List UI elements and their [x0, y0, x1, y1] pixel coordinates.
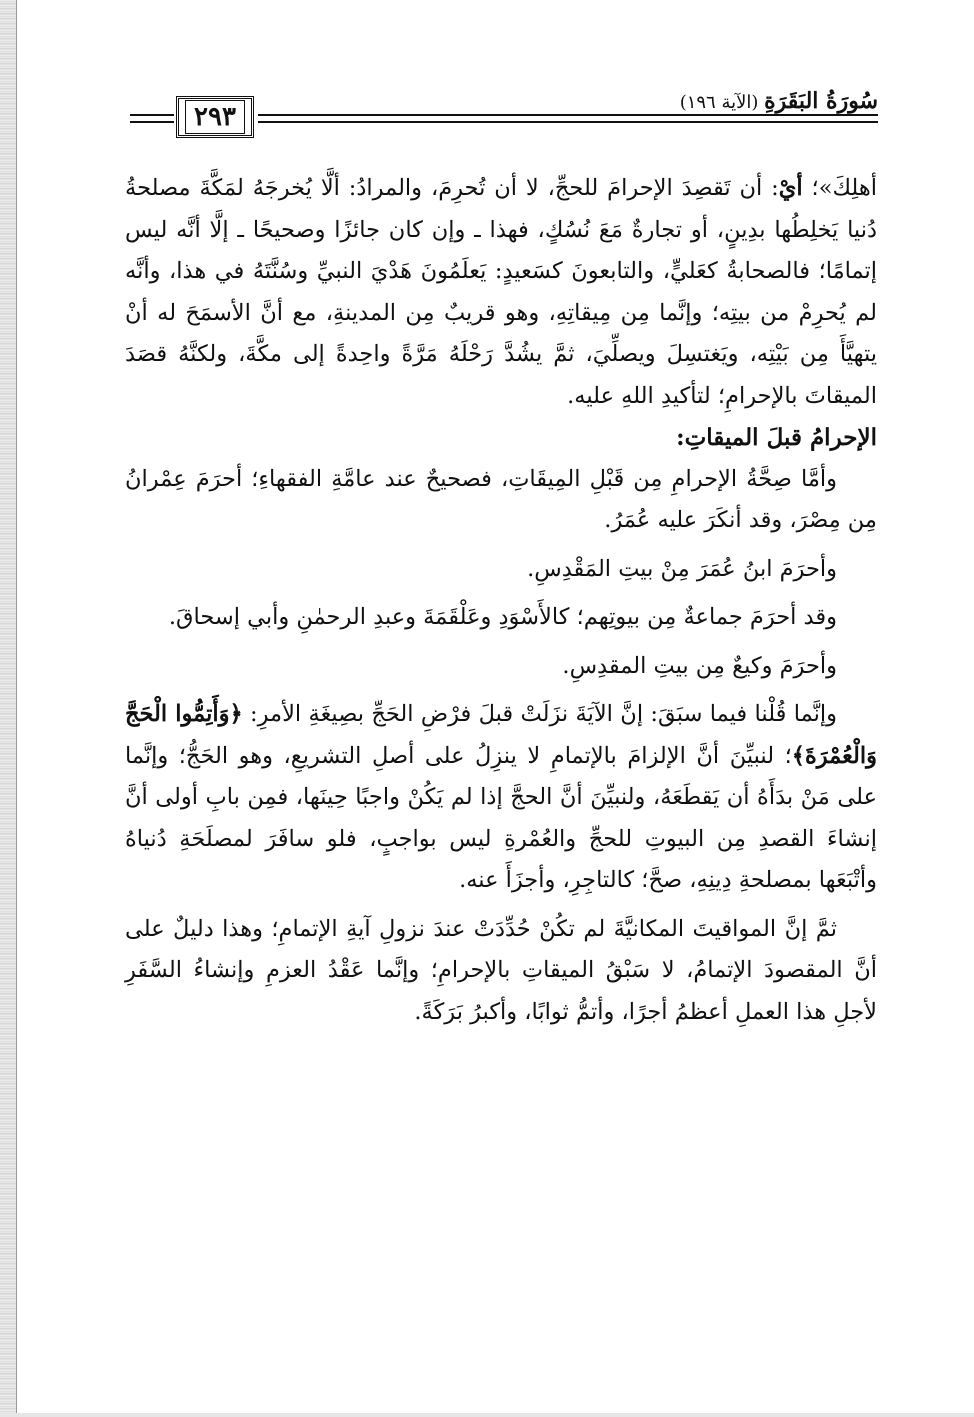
paragraph-1 [125, 168, 877, 417]
section-heading: الإحرامُ قبلَ الميقاتِ: [676, 424, 877, 451]
verse-reference: (الآية ١٩٦) [679, 92, 759, 113]
paragraph-6-text-2: ؛ لنبيِّنَ أنَّ الإلزامَ بالإتمامِ لا ينزِلُ على أصلِ التشريعِ، وهو الحَجُّ؛ وإنَّما على مَنْ بدَأَهُ أن يَقطَعَهُ، ولنبيِّنَ أنَّ الحجَّ إذا لم يَكُنْ واجبًا حِينَها، فمِن بابِ أولى أنَّ إنشاءَ القصدِ مِن البيوتِ للحجِّ والعُمْرةِ ليس بواجبٍ، فلو سافَرَ لمصلَحَةِ دُنياهُ وأتْبَعَها بمصلحةِ دِينِهِ، صحَّ؛ كالتاجِرِ، وأجزَأَ عنه. [125, 742, 877, 893]
page-number: ٢٩٣ [185, 100, 245, 134]
header-rule-right [258, 114, 878, 123]
quran-quote: ﴿وَأَتِمُّوا الْحَجَّ وَالْعُمْرَةَ﴾ [125, 701, 877, 769]
header-rule-left [130, 114, 174, 123]
page-body [125, 168, 877, 1033]
paragraph-1-keyword: أيْ [778, 175, 803, 201]
paragraph-4: وقد أحرَمَ جماعةٌ مِن بيوتِهم؛ كالأَسْوَدِ وعَلْقَمَةَ وعبدِ الرحمٰنِ وأبي إسحاقَ. [168, 604, 837, 630]
page-header [130, 88, 878, 152]
running-head [670, 88, 878, 114]
paragraph-2: وأمَّا صِحَّةُ الإحرامِ مِن قَبْلِ المِيقَاتِ، فصحيحٌ عند عامَّةِ الفقهاءِ؛ أحرَمَ عِمْرانُ مِن مِصْرَ، وقد أنكَرَ عليه عُمَرُ. [125, 465, 877, 533]
paragraph-3: وأحرَمَ ابنُ عُمَرَ مِنْ بيتِ المَقْدِسِ. [527, 555, 837, 582]
page-number-box [176, 96, 254, 138]
sura-title: سُورَةُ البَقَرَةِ [764, 88, 878, 114]
paragraph-7: ثمَّ إنَّ المواقيتَ المكانيَّةَ لم تكُنْ حُدِّدَتْ عندَ نزولِ آيةِ الإتمامِ؛ وهذا دليلٌ على أنَّ المقصودَ الإتمامُ، لا سَبْقُ الميقاتِ بالإحرامِ؛ وإنَّما عَقْدُ العزمِ وإنشاءُ السَّفَرِ لأجلِ هذا العملِ أعظمُ أجرًا، وأتمُّ ثوابًا، وأكبرُ بَرَكَةً. [125, 915, 877, 1025]
paragraph-5: وأحرَمَ وكيعٌ مِن بيتِ المقدِسِ. [562, 652, 837, 679]
scan-edge [0, 0, 17, 1417]
paragraph-6 [125, 694, 877, 902]
paragraph-1-lead: أهلِكَ»؛ [802, 175, 877, 201]
scan-bottom-edge [0, 1413, 974, 1417]
paragraph-6-text-1: وإنَّما قُلْنا فيما سبَقَ: إنَّ الآيَةَ نزَلَتْ قبلَ فرْضِ الحَجِّ بصِيغَةِ الأمرِ: [242, 701, 837, 727]
paragraph-1-text: : أن تَقصِدَ الإحرامَ للحجِّ، لا أن تُحرِمَ، والمرادُ: ألَّا يُخرجَهُ لمَكَّةَ مصلحةُ دُنيا يَخلِطُها بدِينٍ، أو تجارةٌ مَعَ نُسُكٍ، فهذا ـ وإن كان جائزًا وصحيحًا ـ إلَّا أنَّه ليس إتمامًا؛ فالصحابةُ كعَليٍّ، والتابعونَ كسَعيدٍ: يَعلَمُونَ هَدْيَ النبيِّ وسُنَّتَهُ في هذا، وأنَّه لم يُحرِمْ من بيتِه؛ وإنَّما مِن مِيقاتِهِ، وهو قريبٌ مِن المدينةِ، مع أنَّ الأسمَحَ له أنْ يتهيَّأَ مِن بَيْتِه، ويَغتسِلَ ويصلِّيَ، ثمَّ يشُدَّ رَحْلَهُ مَرَّةً واحِدةً إلى مكَّةَ، ولكنَّهُ قصَدَ الميقاتَ بالإحرامِ؛ لتأكيدِ اللهِ عليه. [125, 175, 877, 409]
